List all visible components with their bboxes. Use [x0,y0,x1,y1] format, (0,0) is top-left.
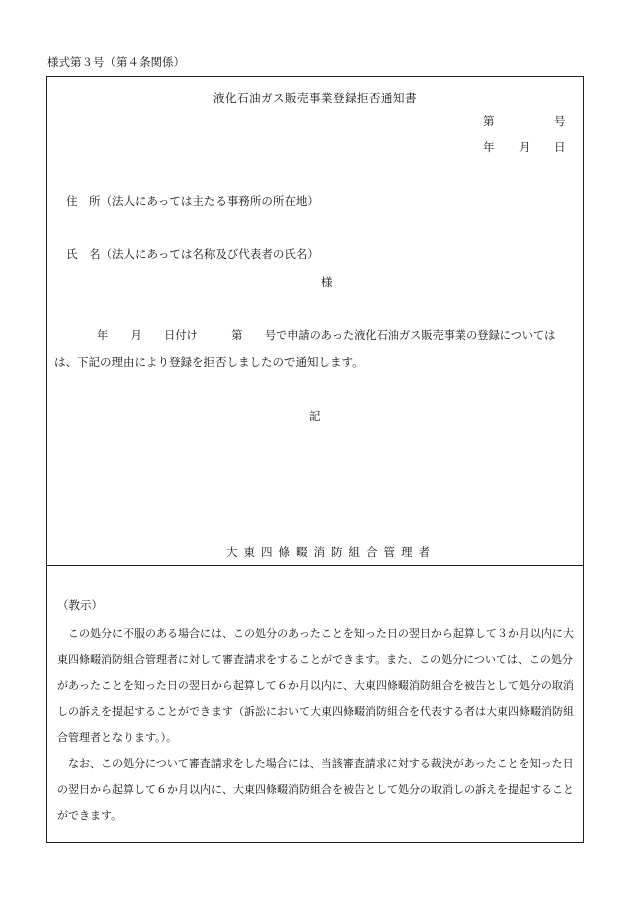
body-line-2: は、下記の理由により登録を拒否しましたので通知します。 [54,355,364,369]
honorific: 様 [321,275,333,289]
form-label: 様式第３号（第４条関係） [47,55,185,69]
name-label: 氏 名（法人にあっては名称及び代表者の氏名） [66,247,319,261]
date-month: 月 [519,140,531,154]
number-suffix: 号 [554,114,566,128]
section-divider [46,565,584,566]
number-prefix: 第 [483,114,495,128]
date-year: 年 [483,140,495,154]
document-title: 液化石油ガス販売事業登録拒否通知書 [213,91,417,105]
address-label: 住 所（法人にあっては主たる事務所の所在地） [66,194,319,208]
body-line-1: 年 月 日付け 第 号で申請のあった液化石油ガス販売事業の登録については [97,329,556,342]
ki-label: 記 [309,409,321,423]
kyoji-paragraph-2: なお、この処分について審査請求をした場合には、当該審査請求に対する裁決があったことを知った日の翌日から起算して６か月以内に、大東四條畷消防組合を被告として処分の取消しの訴えを提起することができます。 [57,757,574,822]
issuer-name: 大東四條畷消防組合管理者 [226,545,436,559]
date-day: 日 [554,140,566,154]
kyoji-paragraph-1: この処分に不服のある場合には、この処分のあったことを知った日の翌日から起算して３か月以内に大東四條畷消防組合管理者に対して審査請求をすることができます。また、この処分については、この処分があったことを知った日の翌日から起算して６か月以内に、大東四條畷消防組合を被告として処分の取消しの訴えを提起することができます（訴訟において大東四條畷消防組合を代表する者は大東四條畷消防組合管理者となります。）。 [57,627,574,744]
kyoji-heading: （教示） [57,598,103,612]
